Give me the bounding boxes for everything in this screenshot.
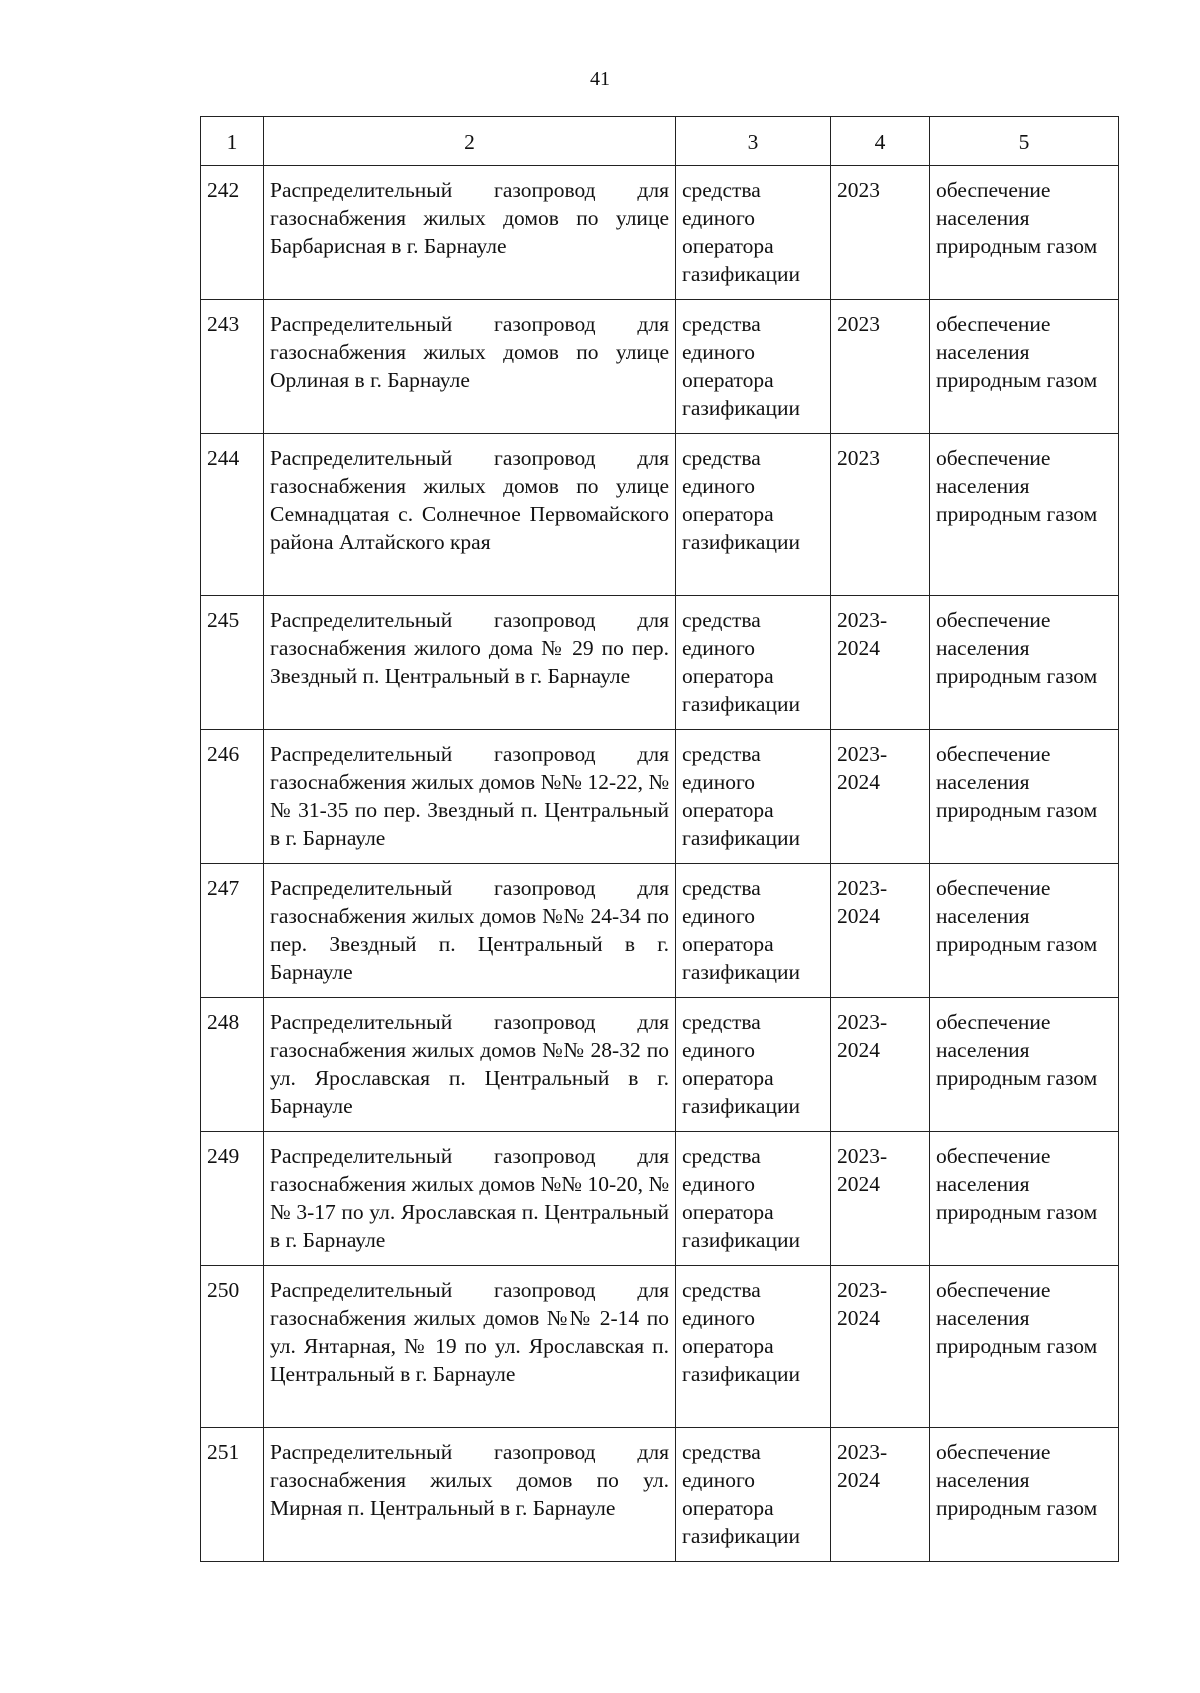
table-row: [201, 1428, 1119, 1562]
row-description: Распределительный газопровод для газоснабжения жилых домов по улице Орлиная в г. Барнауле: [264, 300, 676, 434]
row-description: Распределительный газопровод для газоснабжения жилых домов по ул. Мирная п. Центральный в г. Барнауле: [264, 1428, 676, 1562]
row-purpose: обеспечение населения природным газом: [930, 166, 1119, 300]
row-purpose: обеспечение населения природным газом: [930, 1132, 1119, 1266]
row-year: 2023: [831, 434, 930, 596]
row-description: Распределительный газопровод для газоснабжения жилого дома № 29 по пер. Звездный п. Центральный в г. Барнауле: [264, 596, 676, 730]
row-description: Распределительный газопровод для газоснабжения жилых домов по улице Семнадцатая с. Солнечное Первомайского района Алтайского края: [264, 434, 676, 596]
table-row: [201, 596, 1119, 730]
row-purpose: обеспечение населения природным газом: [930, 998, 1119, 1132]
row-purpose: обеспечение населения природным газом: [930, 1428, 1119, 1562]
row-number: 245: [201, 596, 264, 730]
row-number: 242: [201, 166, 264, 300]
table-row: [201, 864, 1119, 998]
row-year: 2023-2024: [831, 1428, 930, 1562]
row-year: 2023: [831, 300, 930, 434]
header-row: [201, 117, 1119, 166]
row-year: 2023-2024: [831, 596, 930, 730]
row-funding-source: средства единого оператора газификации: [676, 166, 831, 300]
row-funding-source: средства единого оператора газификации: [676, 596, 831, 730]
row-funding-source: средства единого оператора газификации: [676, 300, 831, 434]
header-col-3: 3: [676, 117, 831, 166]
table-row: [201, 730, 1119, 864]
page-number: 41: [590, 68, 610, 90]
row-funding-source: средства единого оператора газификации: [676, 730, 831, 864]
row-funding-source: средства единого оператора газификации: [676, 998, 831, 1132]
row-purpose: обеспечение населения природным газом: [930, 300, 1119, 434]
header-col-2: 2: [264, 117, 676, 166]
row-year: 2023-2024: [831, 730, 930, 864]
row-funding-source: средства единого оператора газификации: [676, 1132, 831, 1266]
row-number: 251: [201, 1428, 264, 1562]
row-funding-source: средства единого оператора газификации: [676, 434, 831, 596]
row-description: Распределительный газопровод для газоснабжения жилых домов №№ 12-22, №№ 31-35 по пер. Звездный п. Центральный в г. Барнауле: [264, 730, 676, 864]
row-description: Распределительный газопровод для газоснабжения жилых домов №№ 28-32 по ул. Ярославская п. Центральный в г. Барнауле: [264, 998, 676, 1132]
row-description: Распределительный газопровод для газоснабжения жилых домов по улице Барбарисная в г. Барнауле: [264, 166, 676, 300]
row-description: Распределительный газопровод для газоснабжения жилых домов №№ 24-34 по пер. Звездный п. Центральный в г. Барнауле: [264, 864, 676, 998]
table-row: [201, 998, 1119, 1132]
row-funding-source: средства единого оператора газификации: [676, 864, 831, 998]
table-row: [201, 1266, 1119, 1428]
row-purpose: обеспечение населения природным газом: [930, 1266, 1119, 1428]
row-purpose: обеспечение населения природным газом: [930, 596, 1119, 730]
row-number: 249: [201, 1132, 264, 1266]
header-col-5: 5: [930, 117, 1119, 166]
table-row: [201, 1132, 1119, 1266]
row-number: 250: [201, 1266, 264, 1428]
row-funding-source: средства единого оператора газификации: [676, 1266, 831, 1428]
row-year: 2023-2024: [831, 1266, 930, 1428]
table-row: [201, 166, 1119, 300]
gas-pipeline-table: [200, 116, 1119, 1562]
table-row: [201, 434, 1119, 596]
row-description: Распределительный газопровод для газоснабжения жилых домов №№ 10-20, №№ 3-17 по ул. Ярославская п. Центральный в г. Барнауле: [264, 1132, 676, 1266]
row-number: 247: [201, 864, 264, 998]
row-year: 2023-2024: [831, 864, 930, 998]
row-purpose: обеспечение населения природным газом: [930, 434, 1119, 596]
row-number: 246: [201, 730, 264, 864]
row-number: 243: [201, 300, 264, 434]
row-year: 2023-2024: [831, 998, 930, 1132]
table-row: [201, 300, 1119, 434]
header-col-4: 4: [831, 117, 930, 166]
row-number: 248: [201, 998, 264, 1132]
row-description: Распределительный газопровод для газоснабжения жилых домов №№ 2-14 по ул. Янтарная, № 19 по ул. Ярославская п. Центральный в г. Барнауле: [264, 1266, 676, 1428]
row-funding-source: средства единого оператора газификации: [676, 1428, 831, 1562]
row-year: 2023: [831, 166, 930, 300]
row-number: 244: [201, 434, 264, 596]
row-year: 2023-2024: [831, 1132, 930, 1266]
header-col-1: 1: [201, 117, 264, 166]
row-purpose: обеспечение населения природным газом: [930, 730, 1119, 864]
row-purpose: обеспечение населения природным газом: [930, 864, 1119, 998]
